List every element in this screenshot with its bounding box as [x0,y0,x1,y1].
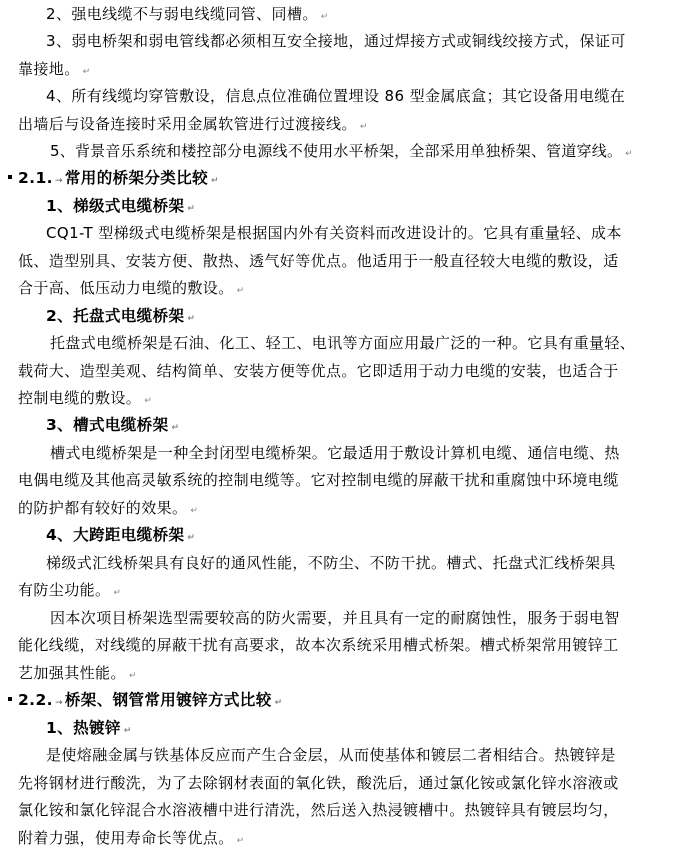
paragraph-line: 载荷大、造型美观、结构简单、安装方便等优点。它即适用于动力电缆的安装，也适合于 [18,362,619,380]
paragraph-mark-icon: ↵ [211,176,219,186]
paragraph-mark-icon: ↵ [274,698,283,708]
paragraph-mark-icon: ↵ [359,122,368,132]
bullet-icon [8,697,12,701]
paragraph-line: 槽式电缆桥架是一种全封闭型电缆桥架。它最适用于敷设计算机电缆、通信电缆、热 [50,444,620,462]
subheading-long-span: 4、大跨距电缆桥架 ↵ [46,526,196,544]
paragraph-line: 控制电缆的敷设。 ↵ [18,389,153,407]
paragraph-line: CQ1-T 型梯级式电缆桥架是根据国内外有关资料而改进设计的。它具有重量轻、成本 [46,224,622,242]
section-heading-2-2: 2.2. → 桥架、钢管常用镀锌方式比较 ↵ [8,690,283,713]
list-item-3-line-1: 3、弱电桥架和弱电管线都必须相互安全接地，通过焊接方式或铜线绞接方式，保证可 [46,32,626,50]
paragraph-mark-icon: ↵ [123,726,132,736]
subheading-tray-type: 2、托盘式电缆桥架 ↵ [46,307,196,325]
paragraph-line: 附着力强，使用寿命长等优点。 ↵ [18,829,245,847]
paragraph-mark-icon: ↵ [187,314,196,324]
bullet-icon [8,175,12,179]
tab-arrow-icon: → [54,698,63,708]
paragraph-line: 合于高、低压动力电缆的敷设。 ↵ [18,279,245,297]
paragraph-mark-icon: ↵ [236,836,245,846]
paragraph-line: 的防护都有较好的效果。 ↵ [18,499,199,517]
paragraph-line: 电偶电缆及其他高灵敏系统的控制电缆等。它对控制电缆的屏蔽干扰和重腐蚀中环境电缆 [18,471,619,489]
list-item-2: 2、强电线缆不与弱电线缆同管、同槽。 ↵ [46,5,329,23]
paragraph-mark-icon: ↵ [82,67,91,77]
paragraph-line: 能化线缆，对线缆的屏蔽干扰有高要求，故本次系统采用槽式桥架。槽式桥架常用镀锌工 [18,636,619,654]
list-item-3-line-2: 靠接地。 ↵ [18,60,91,78]
paragraph-mark-icon: ↵ [320,12,329,22]
paragraph-line: 因本次项目桥架选型需要较高的防火需要，并且具有一定的耐腐蚀性，服务于弱电智 [50,609,620,627]
list-item-4-line-2: 出墙后与设备连接时采用金属软管进行过渡接线。 ↵ [18,115,368,133]
section-heading-2-1: 2.1. → 常用的桥架分类比较 ↵ [8,168,219,191]
paragraph-mark-icon: ↵ [128,671,137,681]
subheading-ladder-tray: 1、梯级式电缆桥架 ↵ [46,197,196,215]
subheading-hot-dip-galvanizing: 1、热镀锌 ↵ [46,719,132,737]
paragraph-line: 是使熔融金属与铁基体反应而产生合金层，从而使基体和镀层二者相结合。热镀锌是 [46,746,616,764]
list-item-5: 5、背景音乐系统和楼控部分电源线不使用水平桥架，全部采用单独桥架、管道穿线。 ↵ [50,142,633,160]
paragraph-mark-icon: ↵ [236,286,245,296]
list-item-4-line-1: 4、所有线缆均穿管敷设，信息点位准确位置埋设 86 型金属底盒；其它设备用电缆在 [46,87,626,105]
paragraph-mark-icon: ↵ [187,533,196,543]
paragraph-mark-icon: ↵ [113,588,122,598]
paragraph-mark-icon: ↵ [144,396,153,406]
paragraph-line: 先将钢材进行酸洗，为了去除钢材表面的氧化铁，酸洗后，通过氯化铵或氯化锌水溶液或 [18,774,619,792]
paragraph-line: 低、造型别具、安装方便、散热、透气好等优点。他适用于一般直径较大电缆的敷设，适 [18,252,619,270]
tab-arrow-icon: → [54,176,63,186]
paragraph-mark-icon: ↵ [187,204,196,214]
paragraph-line: 有防尘功能。 ↵ [18,581,122,599]
paragraph-line: 氯化铵和氯化锌混合水溶液槽中进行清洗，然后送入热浸镀槽中。热镀锌具有镀层均匀， [18,801,619,819]
paragraph-line: 梯级式汇线桥架具有良好的通风性能，不防尘、不防干扰。槽式、托盘式汇线桥架具 [46,554,616,572]
subheading-trough-type: 3、槽式电缆桥架 ↵ [46,416,180,434]
paragraph-line: 托盘式电缆桥架是石油、化工、轻工、电讯等方面应用最广泛的一种。它具有重量轻、 [50,334,636,352]
paragraph-line: 艺加强其性能。 ↵ [18,664,137,682]
paragraph-mark-icon: ↵ [190,506,199,516]
paragraph-mark-icon: ↵ [171,423,180,433]
paragraph-mark-icon: ↵ [625,149,633,159]
